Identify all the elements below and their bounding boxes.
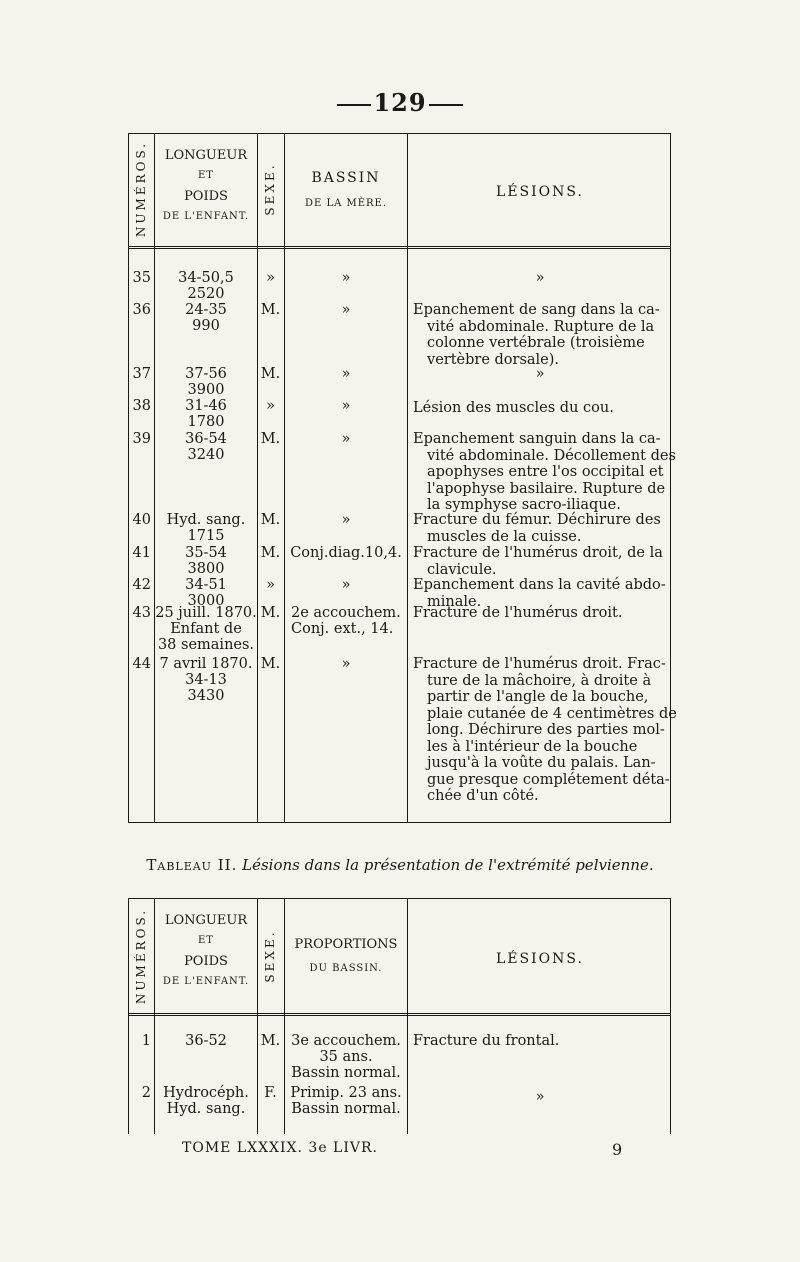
row-length-line: 35-54 — [185, 545, 227, 561]
row-bassin — [291, 605, 407, 637]
table-1-header-rule — [129, 246, 670, 249]
header-longueur-line: DE L'ENFANT. — [162, 976, 250, 987]
row-lesions-line: » — [535, 270, 545, 286]
row-lesions-line: l'apophyse basilaire. Rupture de — [427, 480, 666, 497]
row-length-line: 3430 — [187, 688, 225, 704]
row-sex: M. — [260, 656, 281, 672]
row-length — [155, 270, 257, 302]
row-lesions-line: partir de l'angle de la bouche, — [427, 689, 649, 705]
row-bassin — [285, 1085, 407, 1117]
row-length-line: 990 — [192, 318, 220, 334]
row-length-line: 31-46 — [185, 398, 227, 414]
row-length — [155, 1033, 257, 1049]
row-length — [155, 1085, 257, 1117]
row-lesions — [413, 431, 676, 514]
row-lesions-line: la symphyse sacro-iliaque. — [427, 497, 621, 513]
row-lesions — [413, 605, 667, 622]
row-lesions-line: chée d'un côté. — [427, 788, 539, 804]
table-2-header-longueur — [155, 913, 257, 989]
row-length-line: 24-35 — [185, 302, 227, 318]
table-2-header-proportions — [285, 937, 407, 976]
header-longueur-line: LONGUEUR — [164, 913, 248, 928]
row-length-line: 38 semaines. — [157, 637, 255, 653]
table-row-number: 36 — [132, 302, 151, 318]
row-lesions-line: jusqu'à la voûte du palais. Lan- — [427, 755, 656, 771]
row-lesions-line: » — [535, 1089, 545, 1105]
header-bassin-line: DE LA MÈRE. — [304, 197, 388, 209]
table-2 — [128, 898, 671, 1134]
row-length-line: 3000 — [187, 593, 225, 609]
row-lesions-line: long. Déchirure des parties mol- — [427, 722, 665, 738]
row-bassin-line: » — [341, 270, 351, 286]
row-bassin-line: Bassin normal. — [291, 1101, 401, 1117]
row-lesions-line: Epanchement dans la cavité abdo- — [413, 577, 666, 593]
row-bassin-line: Conj. ext., 14. — [291, 621, 394, 637]
header-longueur-line: LONGUEUR — [164, 148, 248, 163]
table-row-number: 38 — [132, 398, 151, 414]
row-length — [155, 302, 257, 334]
header-lesions-line: LÉSIONS. — [496, 184, 584, 200]
row-length — [155, 656, 257, 704]
row-bassin-line: Conj.diag.10,4. — [290, 545, 402, 561]
row-bassin — [285, 431, 407, 447]
row-length-line: 2520 — [187, 286, 225, 302]
row-length — [155, 366, 257, 398]
row-lesions-line: les à l'intérieur de la bouche — [427, 738, 638, 755]
row-sex: M. — [260, 302, 281, 318]
row-lesions-line: Epanchement de sang dans la ca- — [413, 302, 660, 318]
table-row-number: 43 — [132, 605, 151, 621]
row-sex: M. — [260, 545, 281, 561]
row-sex: M. — [260, 431, 281, 447]
table-row-number: 37 — [132, 366, 151, 382]
row-length-line: 25 juill. 1870. — [155, 605, 257, 621]
header-longueur-line: ET — [198, 935, 214, 947]
row-bassin-line: » — [341, 656, 351, 672]
page-number-rule-left — [337, 104, 371, 106]
table-row-number: 35 — [132, 270, 151, 286]
row-length — [155, 398, 257, 430]
row-bassin — [285, 545, 407, 561]
row-bassin — [285, 302, 407, 318]
table-2-caption — [0, 856, 800, 874]
row-bassin — [285, 366, 407, 382]
row-bassin — [285, 512, 407, 528]
row-sex: » — [266, 398, 275, 414]
row-lesions — [413, 400, 667, 417]
row-bassin-line: » — [341, 512, 351, 528]
row-lesions — [408, 1089, 672, 1105]
row-bassin-line: 3e accouchem. — [291, 1033, 401, 1049]
row-bassin-line: » — [341, 398, 351, 414]
row-lesions-line: colonne vertébrale (troisième — [427, 335, 645, 351]
table-2-header-numeros: NUMÉROS. — [134, 907, 148, 1005]
row-lesions-line: » — [535, 366, 545, 382]
row-bassin-line: » — [341, 431, 351, 447]
row-length — [155, 605, 257, 653]
table-row-number: 42 — [132, 577, 151, 593]
row-length-line: Hyd. sang. — [166, 512, 246, 528]
table-2-header-lesions — [408, 951, 672, 969]
row-lesions-line: plaie cutanée de 4 centimètres de — [427, 705, 677, 722]
row-length-line: 37-56 — [185, 366, 227, 382]
footer-signature: 9 — [612, 1140, 624, 1159]
row-lesions — [408, 366, 672, 382]
header-longueur-line: POIDS — [184, 188, 228, 204]
row-length-line: Hyd. sang. — [166, 1101, 246, 1117]
header-bassin-line: BASSIN — [311, 170, 381, 186]
header-bassin-line: PROPORTIONS — [294, 937, 398, 952]
caption-label: Tableau II. — [146, 856, 238, 874]
row-length-line: 1715 — [187, 528, 225, 544]
row-lesions-line: vité abdominale. Rupture de la — [427, 318, 655, 335]
row-lesions-line: Fracture du fémur. Déchirure des — [413, 512, 661, 528]
row-lesions-line: gue presque complétement déta- — [427, 771, 670, 788]
row-lesions-line: muscles de la cuisse. — [427, 528, 582, 545]
row-length-line: 34-50,5 — [178, 270, 234, 286]
row-bassin-line: 2e accouchem. — [291, 605, 401, 621]
row-bassin — [285, 1033, 407, 1081]
row-sex: » — [266, 577, 275, 593]
table-1-col-divider — [284, 134, 285, 822]
row-bassin-line: » — [341, 577, 351, 593]
header-longueur-line: ET — [198, 170, 214, 182]
table-row-number: 41 — [132, 545, 151, 561]
row-bassin — [285, 398, 407, 414]
table-row-number: 44 — [132, 656, 151, 672]
row-length-line: 3240 — [187, 447, 225, 463]
header-longueur-line: DE L'ENFANT. — [162, 211, 250, 222]
row-length-line: Enfant de — [170, 621, 242, 637]
row-length-line: 3900 — [187, 382, 225, 398]
row-lesions — [413, 545, 667, 578]
table-1-header-numeros: NUMÉROS. — [134, 140, 148, 238]
row-lesions — [413, 656, 677, 805]
table-1-header-sexe: SEXE. — [263, 162, 277, 216]
row-bassin-line: 35 ans. — [319, 1049, 373, 1065]
row-bassin — [285, 656, 407, 672]
table-1-header-bassin — [285, 170, 407, 210]
table-1-col-divider — [407, 134, 408, 822]
table-row-number: 39 — [132, 431, 151, 447]
row-sex: » — [266, 270, 275, 286]
row-lesions-line: clavicule. — [427, 561, 497, 578]
footer-tome: TOME LXXXIX. 3e LIVR. — [182, 1140, 378, 1156]
row-sex: M. — [260, 366, 281, 382]
row-bassin — [285, 577, 407, 593]
row-lesions — [408, 270, 672, 286]
row-length — [155, 545, 257, 577]
table-1-col-divider — [154, 134, 155, 822]
row-length-line: 3800 — [187, 561, 225, 577]
row-bassin-line: Primip. 23 ans. — [290, 1085, 402, 1101]
row-lesions-line: vité abdominale. Décollement des — [427, 447, 676, 464]
row-length — [155, 431, 257, 463]
row-length — [155, 512, 257, 544]
row-lesions-line: Fracture du frontal. — [413, 1033, 560, 1049]
caption-title: Lésions dans la présentation de l'extrémité pelvienne. — [242, 856, 654, 874]
page-number-rule-right — [429, 104, 463, 106]
header-longueur-line: POIDS — [184, 953, 228, 969]
row-lesions-line: Fracture de l'humérus droit, de la — [413, 545, 663, 561]
row-lesions-line: Epanchement sanguin dans la ca- — [413, 431, 661, 447]
row-bassin-line: » — [341, 302, 351, 318]
row-lesions-line: ture de la mâchoire, à droite à — [427, 672, 652, 689]
header-lesions-line: LÉSIONS. — [496, 951, 584, 967]
row-lesions-line: Lésion des muscles du cou. — [413, 400, 614, 416]
row-bassin — [285, 270, 407, 286]
row-sex: M. — [260, 605, 281, 621]
row-bassin-line: Bassin normal. — [291, 1065, 401, 1081]
row-bassin-line: » — [341, 366, 351, 382]
table-row-number: 1 — [141, 1033, 151, 1049]
table-row-number: 2 — [141, 1085, 151, 1101]
table-1 — [128, 133, 677, 823]
row-lesions — [413, 1033, 667, 1050]
row-lesions — [413, 302, 667, 368]
page-number-text: 129 — [373, 88, 427, 117]
table-2-header-sexe: SEXE. — [263, 929, 277, 983]
table-row-number: 40 — [132, 512, 151, 528]
row-length-line: 34-13 — [185, 672, 227, 688]
row-sex: M. — [260, 512, 281, 528]
row-lesions-line: Fracture de l'humérus droit. — [413, 605, 623, 621]
page-number — [0, 88, 800, 117]
row-lesions-line: Fracture de l'humérus droit. Frac- — [413, 656, 666, 672]
row-length-line: 34-51 — [185, 577, 227, 593]
table-2-header-rule — [129, 1013, 670, 1016]
row-sex: M. — [260, 1033, 281, 1049]
table-1-col-divider — [257, 134, 258, 822]
row-lesions-line: vertèbre dorsale). — [427, 351, 560, 368]
row-sex: F. — [264, 1085, 277, 1101]
row-length-line: 7 avril 1870. — [159, 656, 253, 672]
row-length-line: Hydrocéph. — [163, 1085, 249, 1101]
table-1-header-lesions — [408, 184, 672, 202]
row-length-line: 36-54 — [185, 431, 227, 447]
table-1-header-longueur — [155, 148, 257, 224]
header-bassin-line: DU BASSIN. — [309, 963, 383, 975]
row-lesions-line: apophyses entre l'os occipital et — [427, 464, 664, 480]
row-lesions-line: minale. — [427, 593, 482, 610]
row-length-line: 36-52 — [185, 1033, 227, 1049]
row-length-line: 1780 — [187, 414, 225, 430]
row-lesions — [413, 512, 667, 545]
